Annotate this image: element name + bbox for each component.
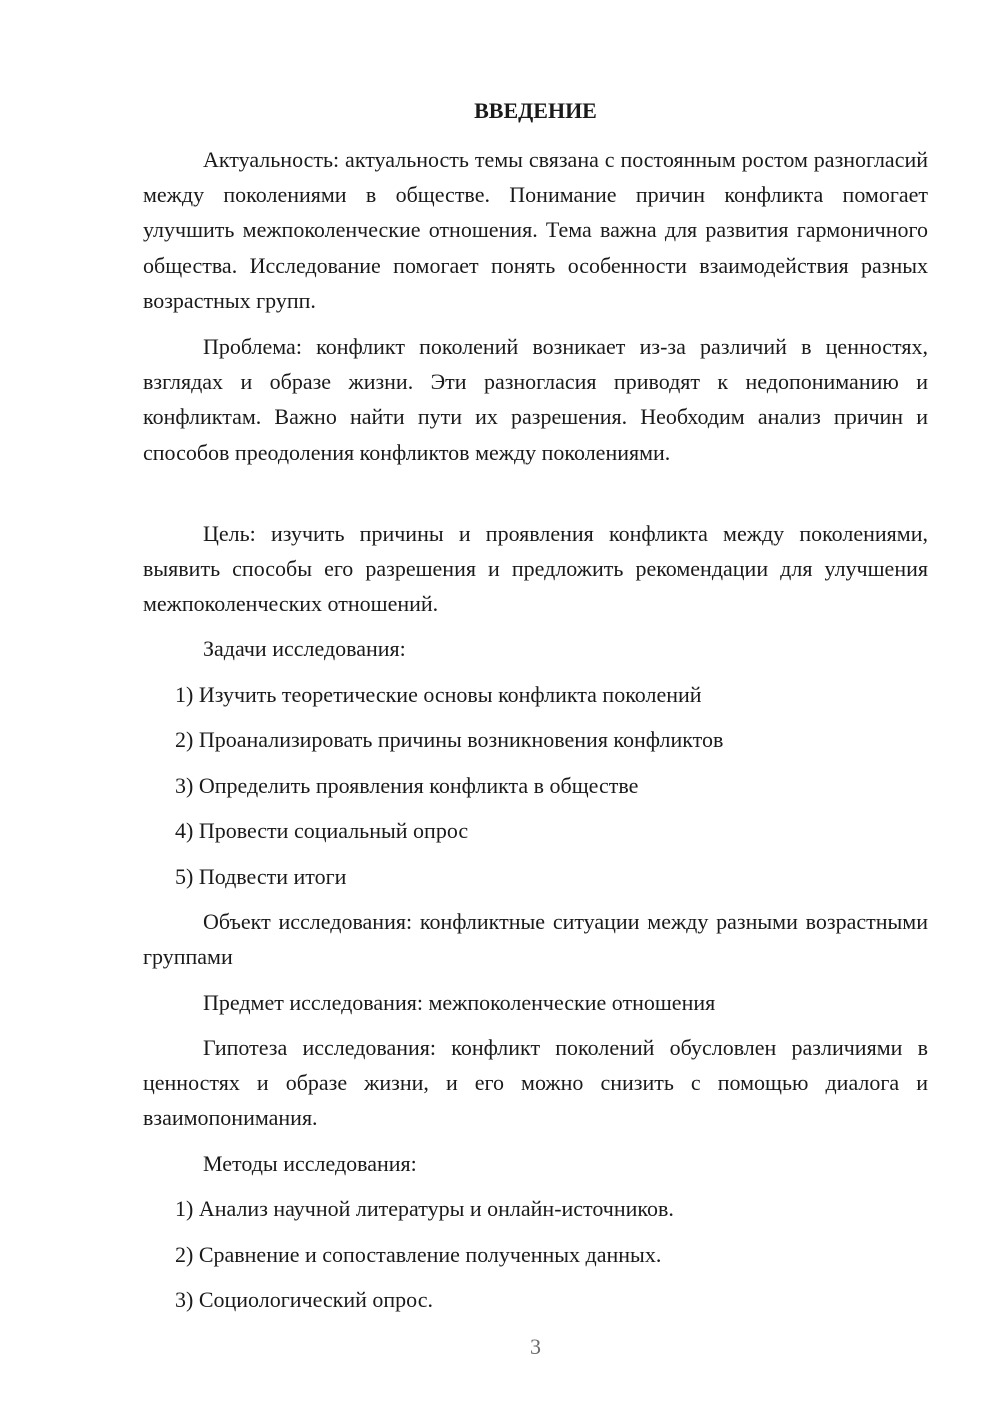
- method-item: 3) Социологический опрос.: [175, 1287, 433, 1312]
- task-item: 1) Изучить теоретические основы конфликта поколений: [175, 682, 702, 707]
- section-title: ВВЕДЕНИЕ: [474, 98, 597, 123]
- method-item: 2) Сравнение и сопоставление полученных данных.: [175, 1242, 662, 1267]
- methods-heading: Методы исследования:: [203, 1151, 417, 1176]
- subject-paragraph: Предмет исследования: межпоколенческие отношения: [203, 990, 716, 1015]
- task-item: 5) Подвести итоги: [175, 864, 347, 889]
- task-item: 2) Проанализировать причины возникновения конфликтов: [175, 727, 724, 752]
- task-item: 3) Определить проявления конфликта в обществе: [175, 773, 639, 798]
- task-item: 4) Провести социальный опрос: [175, 818, 469, 843]
- goal-paragraph: Цель: изучить причины и проявления конфликта между поколениями, выявить способы его разрешения и предложить рекомендации для улучшения межпоколенческих отношений.: [143, 521, 928, 617]
- page-number: 3: [530, 1334, 541, 1359]
- method-item: 1) Анализ научной литературы и онлайн-источников.: [175, 1196, 674, 1221]
- object-paragraph: Объект исследования: конфликтные ситуации между разными возрастными группами: [143, 909, 928, 970]
- problem-paragraph: Проблема: конфликт поколений возникает из-за различий в ценностях, взглядах и образе жизни. Эти разногласия приводят к недопониманию и конфликтам. Важно найти пути их разрешения. Необходим анализ причин и способов преодоления конфликтов между поколениями.: [143, 334, 928, 465]
- tasks-heading: Задачи исследования:: [203, 636, 406, 661]
- relevance-paragraph: Актуальность: актуальность темы связана с постоянным ростом разногласий между поколениями в обществе. Понимание причин конфликта помогает улучшить межпоколенческие отношения. Тема важна для развития гармоничного общества. Исследование помогает понять особенности взаимодействия разных возрастных групп.: [143, 147, 928, 313]
- hypothesis-paragraph: Гипотеза исследования: конфликт поколений обусловлен различиями в ценностях и образе жизни, и его можно снизить с помощью диалога и взаимопонимания.: [143, 1035, 928, 1131]
